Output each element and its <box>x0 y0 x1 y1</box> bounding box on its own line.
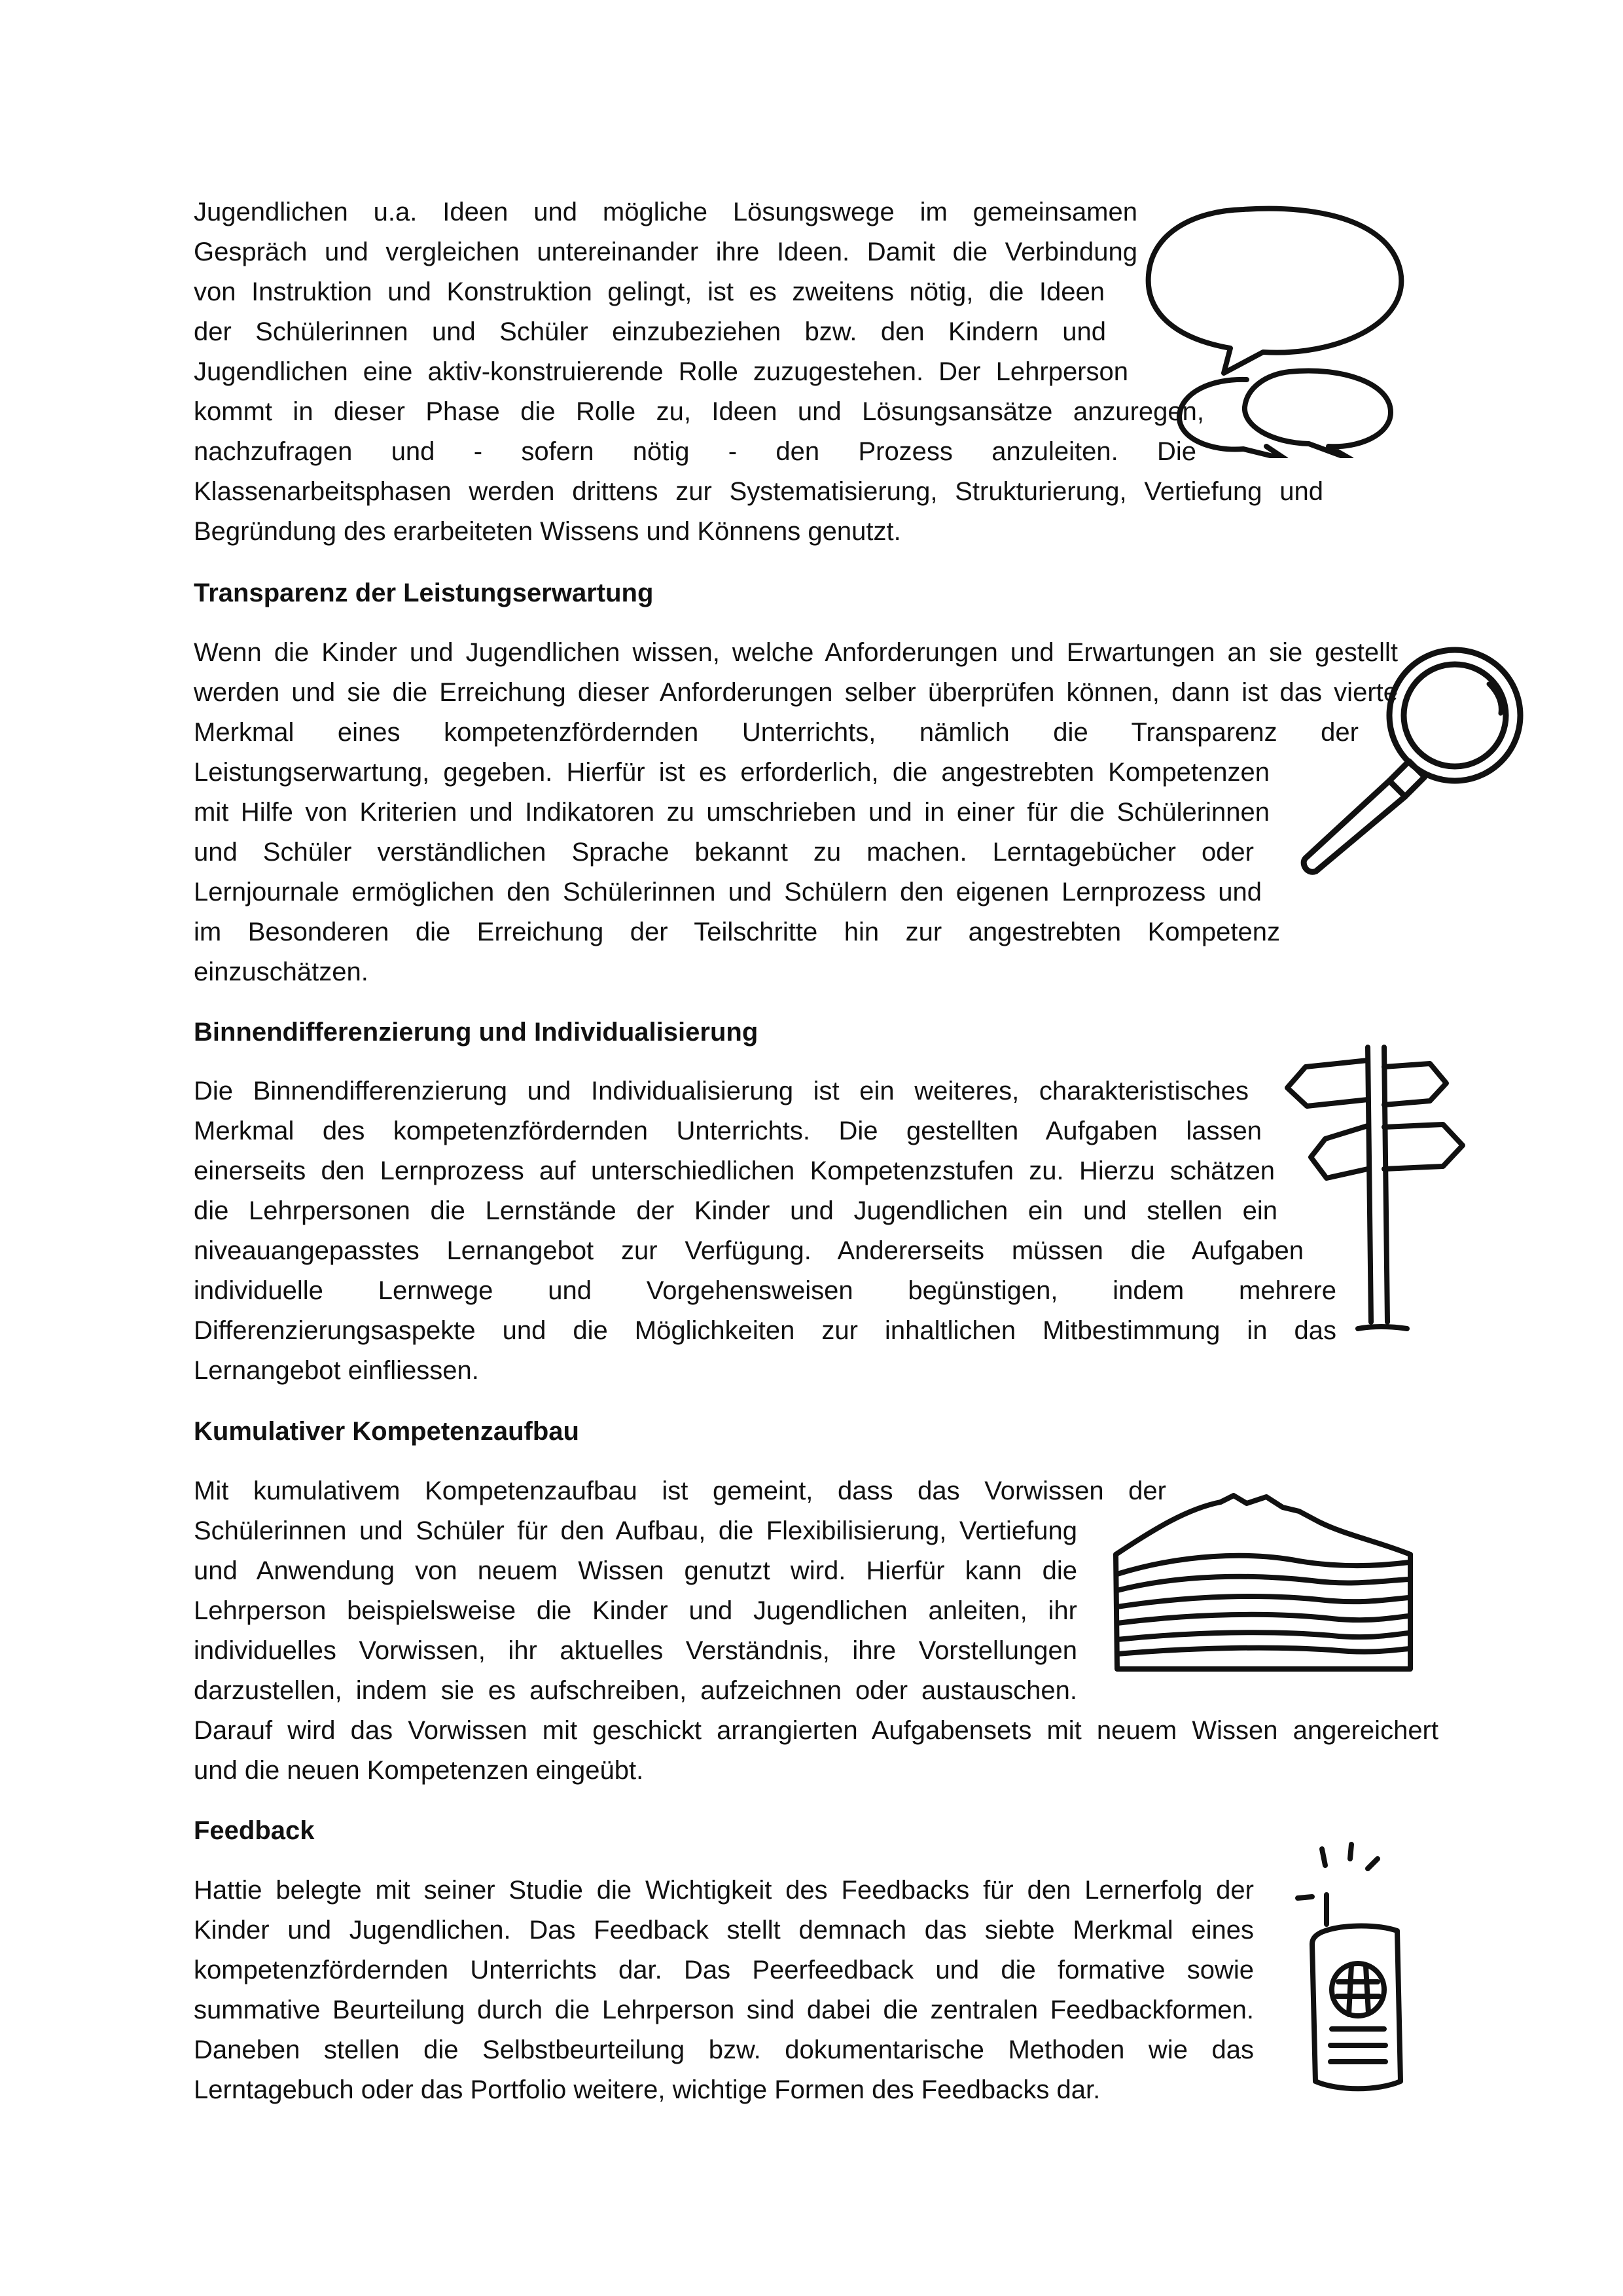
text-line: Lehrperson beispielsweise die Kinder und Jugendlichen anleiten, ihr <box>194 1596 1077 1625</box>
text-line: darzustellen, indem sie es aufschreiben, aufzeichnen oder austauschen. <box>194 1676 1077 1705</box>
text-line: einzuschätzen. <box>194 958 368 986</box>
text-line: Lernjournale ermöglichen den Schülerinnen und Schülern den eigenen Lernprozess und <box>194 878 1262 906</box>
section-heading-kumulativ: Kumulativer Kompetenzaufbau <box>194 1417 579 1446</box>
text-line: mit Hilfe von Kriterien und Indikatoren zu umschrieben und in einer für die Schülerinnen <box>194 798 1270 827</box>
text-line: individuelles Vorwissen, ihr aktuelles Verständnis, ihre Vorstellungen <box>194 1636 1077 1665</box>
text-line: Jugendlichen u.a. Ideen und mögliche Lösungswege im gemeinsamen <box>194 198 1137 226</box>
text-line: kompetenzfördernden Unterrichts dar. Das Peerfeedback und die formative sowie <box>194 1956 1254 1984</box>
signpost-icon <box>1279 1041 1476 1342</box>
text-line: und die neuen Kompetenzen eingeübt. <box>194 1756 644 1785</box>
text-line: individuelle Lernwege und Vorgehensweisen begünstigen, indem mehrere <box>194 1276 1336 1305</box>
text-line: kommt in dieser Phase die Rolle zu, Ideen und Lösungsansätze anzuregen, <box>194 397 1204 426</box>
binnendifferenzierung-paragraph <box>194 1071 1336 1391</box>
text-line: Die Binnendifferenzierung und Individualisierung ist ein weiteres, charakteristisches <box>194 1077 1249 1105</box>
text-line: Lernangebot einfliessen. <box>194 1356 479 1385</box>
text-line: Begründung des erarbeiteten Wissens und Könnens genutzt. <box>194 517 901 546</box>
text-line: Lerntagebuch oder das Portfolio weitere, wichtige Formen des Feedbacks dar. <box>194 2075 1101 2104</box>
section-heading-binnendifferenzierung: Binnendifferenzierung und Individualisierung <box>194 1018 758 1047</box>
text-line: Differenzierungsaspekte und die Möglichkeiten zur inhaltlichen Mitbestimmung in das <box>194 1316 1336 1345</box>
text-line: Jugendlichen eine aktiv-konstruierende Rolle zuzugestehen. Der Lehrperson <box>194 357 1128 386</box>
text-line: Kinder und Jugendlichen. Das Feedback stellt demnach das siebte Merkmal eines <box>194 1916 1254 1945</box>
text-line: nachzufragen und - sofern nötig - den Prozess anzuleiten. Die <box>194 437 1196 466</box>
rock-layers-icon <box>1103 1482 1417 1672</box>
ringing-phone-icon <box>1286 1833 1417 2108</box>
text-line: und Anwendung von neuem Wissen genutzt wird. Hierfür kann die <box>194 1556 1077 1585</box>
text-line: einerseits den Lernprozess auf unterschiedlichen Kompetenzstufen zu. Hierzu schätzen <box>194 1157 1275 1185</box>
text-line: werden und sie die Erreichung dieser Anforderungen selber überprüfen können, dann ist das vierte <box>194 678 1398 707</box>
text-line: Leistungserwartung, gegeben. Hierfür ist es erforderlich, die angestrebten Kompetenzen <box>194 758 1270 787</box>
transparenz-paragraph <box>194 633 1398 992</box>
text-line: die Lehrpersonen die Lernstände der Kinder und Jugendlichen ein und stellen ein <box>194 1196 1277 1225</box>
text-line: Merkmal des kompetenzfördernden Unterrichts. Die gestellten Aufgaben lassen <box>194 1117 1262 1145</box>
text-line: und Schüler verständlichen Sprache bekannt zu machen. Lerntagebücher oder <box>194 838 1254 867</box>
feedback-paragraph <box>194 1871 1254 2110</box>
section-heading-transparenz: Transparenz der Leistungserwartung <box>194 579 654 607</box>
text-line: summative Beurteilung durch die Lehrperson sind dabei die zentralen Feedbackformen. <box>194 1996 1254 2024</box>
text-line: Merkmal eines kompetenzfördernden Unterrichts, nämlich die Transparenz der <box>194 718 1359 747</box>
text-line: Wenn die Kinder und Jugendlichen wissen, welche Anforderungen und Erwartungen an sie gestellt <box>194 638 1398 667</box>
text-line: der Schülerinnen und Schüler einzubeziehen bzw. den Kindern und <box>194 317 1106 346</box>
text-line: Mit kumulativem Kompetenzaufbau ist gemeint, dass das Vorwissen der <box>194 1477 1166 1505</box>
section-heading-feedback: Feedback <box>194 1816 315 1845</box>
text-line: im Besonderen die Erreichung der Teilschritte hin zur angestrebten Kompetenz <box>194 918 1280 946</box>
text-line: Gespräch und vergleichen untereinander ihre Ideen. Damit die Verbindung <box>194 238 1137 266</box>
magnifying-glass-icon <box>1293 638 1541 880</box>
text-line: niveauangepasstes Lernangebot zur Verfügung. Andererseits müssen die Aufgaben <box>194 1236 1304 1265</box>
speech-bubbles-icon <box>1132 203 1420 458</box>
text-line: Darauf wird das Vorwissen mit geschickt arrangierten Aufgabensets mit neuem Wissen angereichert <box>194 1716 1438 1745</box>
text-line: von Instruktion und Konstruktion gelingt, ist es zweitens nötig, die Ideen <box>194 278 1105 306</box>
text-line: Klassenarbeitsphasen werden drittens zur Systematisierung, Strukturierung, Vertiefung und <box>194 477 1323 506</box>
text-line: Schülerinnen und Schüler für den Aufbau, die Flexibilisierung, Vertiefung <box>194 1516 1077 1545</box>
text-line: Daneben stellen die Selbstbeurteilung bzw. dokumentarische Methoden wie das <box>194 2036 1254 2064</box>
text-line: Hattie belegte mit seiner Studie die Wichtigkeit des Feedbacks für den Lernerfolg der <box>194 1876 1254 1905</box>
